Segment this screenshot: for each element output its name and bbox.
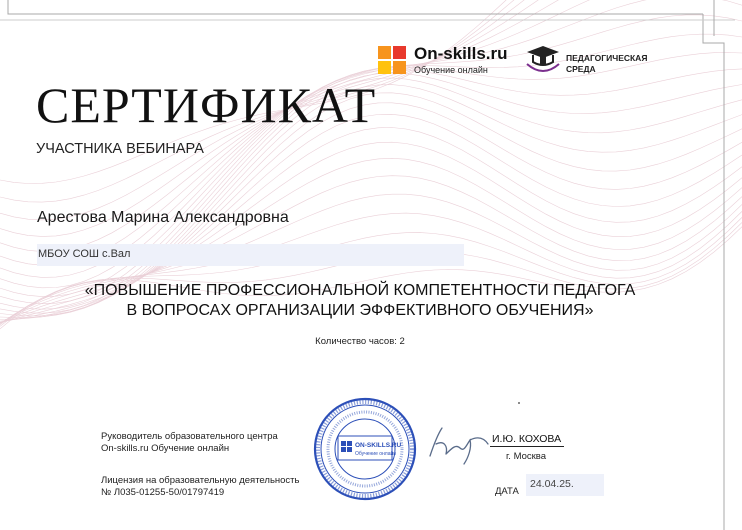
date-value: 24.04.25. (530, 478, 574, 490)
ped-logo-text (566, 53, 647, 75)
ped-logo-line2: СРЕДА (566, 64, 596, 74)
organization-name: МБОУ СОШ с.Вал (38, 248, 131, 260)
city-label: г. Москва (506, 451, 547, 462)
course-title-line2: В ВОПРОСАХ ОРГАНИЗАЦИИ ЭФФЕКТИВНОГО ОБУЧЕНИЯ» (126, 302, 594, 319)
logo-square-orange-2 (393, 61, 406, 74)
onskills-logo-name: On-skills.ru (414, 44, 508, 63)
official-stamp (312, 396, 418, 502)
license-line2: № Л035-01255-50/01797419 (101, 487, 225, 498)
certificate-title: СЕРТИФИКАТ (36, 77, 377, 133)
date-label: ДАТА (495, 486, 519, 497)
course-title (60, 281, 660, 321)
recipient-name: Арестова Марина Александровна (37, 209, 289, 226)
head-of-center-caption (101, 431, 278, 455)
license-caption (101, 475, 299, 499)
signer-name: И.Ю. КОХОВА (492, 433, 562, 445)
hours-count: Количество часов: 2 (315, 336, 405, 347)
certificate-subtitle: УЧАСТНИКА ВЕБИНАРА (36, 141, 204, 157)
handwritten-signature (424, 418, 494, 470)
onskills-logo-subtitle: Обучение онлайн (414, 65, 488, 75)
signature-line (490, 446, 564, 447)
ped-logo-line1: ПЕДАГОГИЧЕСКАЯ (566, 53, 648, 63)
stamp-center-subtitle: Обучение онлайн (355, 451, 397, 457)
license-line1: Лицензия на образовательную деятельность (101, 475, 300, 486)
logo-square-yellow (378, 61, 391, 74)
head-caption-line1: Руководитель образовательного центра (101, 431, 278, 442)
head-caption-line2: On-skills.ru Обучение онлайн (101, 443, 230, 454)
logo-square-red (393, 46, 406, 59)
onskills-logo-mark (378, 46, 408, 76)
graduation-cap-icon (524, 42, 562, 76)
course-title-line1: «ПОВЫШЕНИЕ ПРОФЕССИОНАЛЬНОЙ КОМПЕТЕНТНОСТИ ПЕДАГОГА (84, 282, 636, 299)
stamp-center-name: ON-SKILLS.RU (355, 442, 402, 449)
logo-square-orange (378, 46, 391, 59)
